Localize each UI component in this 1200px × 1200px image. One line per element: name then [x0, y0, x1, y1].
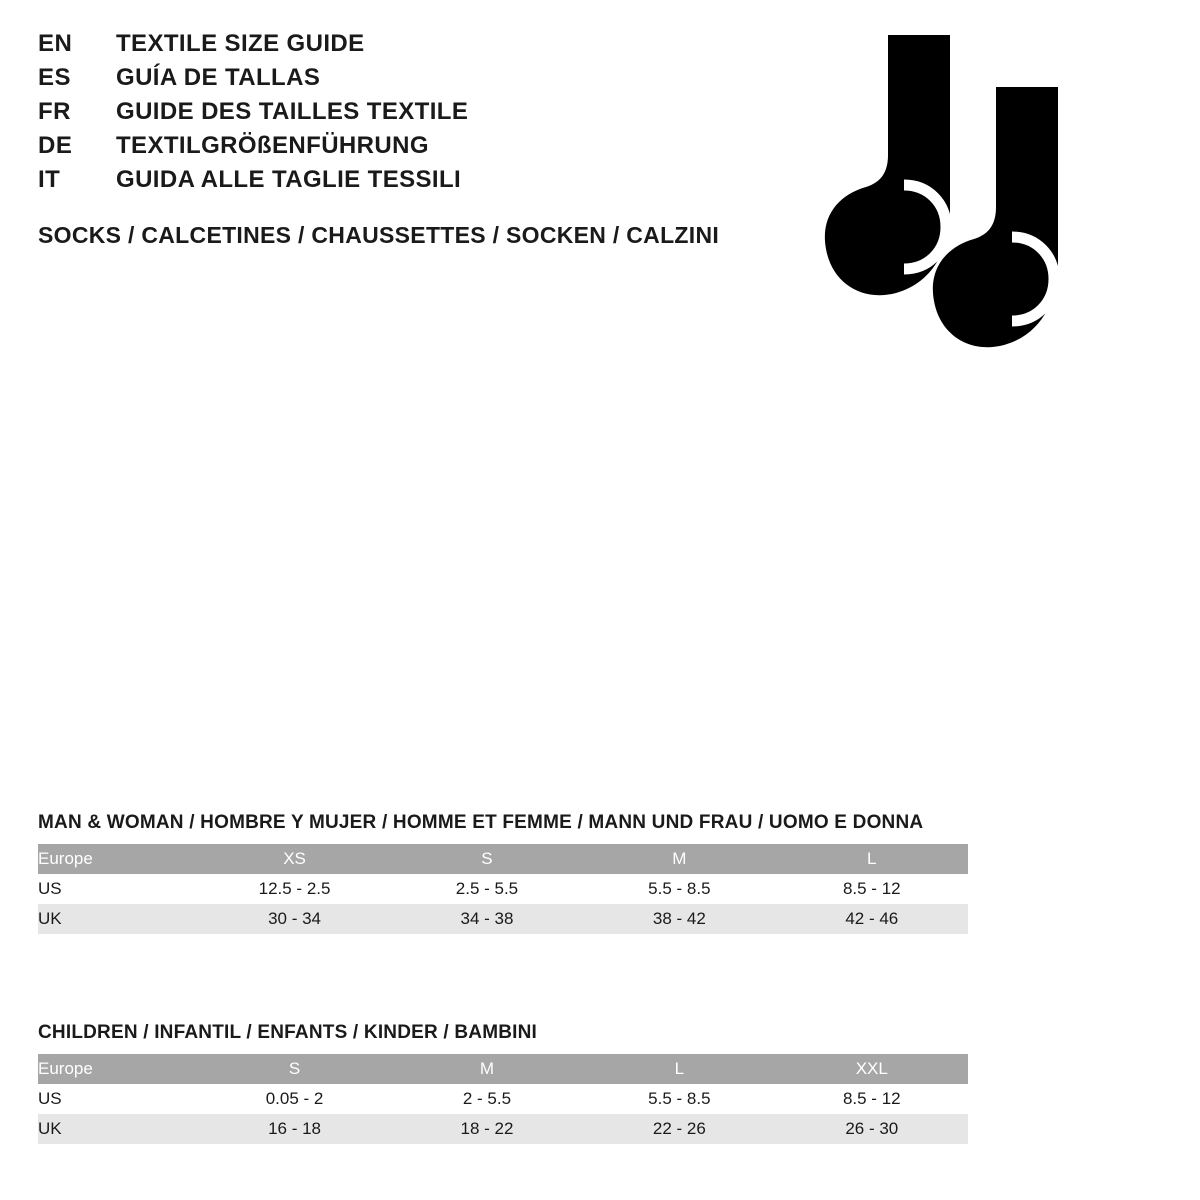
language-label: GUIDA ALLE TAGLIE TESSILI [116, 166, 462, 193]
cell-value: S [391, 844, 583, 874]
language-code: FR [38, 98, 71, 125]
cell-value: 8.5 - 12 [776, 874, 968, 904]
size-table-children [38, 1054, 968, 1144]
language-code: ES [38, 64, 72, 91]
row-label: Europe [38, 1054, 198, 1084]
cell-value: 8.5 - 12 [776, 1084, 968, 1114]
size-section-children [38, 1022, 968, 1144]
cell-value: 12.5 - 2.5 [198, 874, 390, 904]
cell-value: 2.5 - 5.5 [391, 874, 583, 904]
language-code: IT [38, 166, 61, 193]
language-code: EN [38, 30, 73, 57]
cell-value: 42 - 46 [776, 904, 968, 934]
language-row [38, 166, 758, 200]
cell-value: S [198, 1054, 390, 1084]
language-row [38, 132, 758, 166]
cell-value: 5.5 - 8.5 [583, 1084, 775, 1114]
language-row [38, 30, 758, 64]
cell-value: XS [198, 844, 390, 874]
cell-value: 26 - 30 [776, 1114, 968, 1144]
product-category-line: SOCKS / CALCETINES / CHAUSSETTES / SOCKEN / CALZINI [38, 222, 720, 248]
cell-value: M [583, 844, 775, 874]
section-title: CHILDREN / INFANTIL / ENFANTS / KINDER / BAMBINI [38, 1022, 538, 1043]
language-row [38, 98, 758, 132]
language-label: TEXTILE SIZE GUIDE [116, 30, 365, 57]
row-label: UK [38, 904, 198, 934]
cell-value: XXL [776, 1054, 968, 1084]
section-title: MAN & WOMAN / HOMBRE Y MUJER / HOMME ET FEMME / MANN UND FRAU / UOMO E DONNA [38, 812, 924, 833]
row-label: UK [38, 1114, 198, 1144]
size-table-adult [38, 844, 968, 934]
language-label: TEXTILGRÖßENFÜHRUNG [116, 132, 429, 159]
row-label: Europe [38, 844, 198, 874]
cell-value: M [391, 1054, 583, 1084]
language-code: DE [38, 132, 73, 159]
cell-value: 16 - 18 [198, 1114, 390, 1144]
table-row [38, 1084, 968, 1114]
table-row [38, 874, 968, 904]
table-row [38, 1114, 968, 1144]
language-list [38, 30, 758, 200]
socks-icon [800, 25, 1130, 355]
language-label: GUÍA DE TALLAS [116, 64, 321, 91]
cell-value: 18 - 22 [391, 1114, 583, 1144]
cell-value: L [776, 844, 968, 874]
cell-value: 30 - 34 [198, 904, 390, 934]
table-row [38, 844, 968, 874]
cell-value: 22 - 26 [583, 1114, 775, 1144]
cell-value: 38 - 42 [583, 904, 775, 934]
table-row [38, 904, 968, 934]
language-label: GUIDE DES TAILLES TEXTILE [116, 98, 469, 125]
cell-value: L [583, 1054, 775, 1084]
table-row [38, 1054, 968, 1084]
cell-value: 5.5 - 8.5 [583, 874, 775, 904]
language-row [38, 64, 758, 98]
cell-value: 34 - 38 [391, 904, 583, 934]
cell-value: 2 - 5.5 [391, 1084, 583, 1114]
cell-value: 0.05 - 2 [198, 1084, 390, 1114]
row-label: US [38, 874, 198, 904]
row-label: US [38, 1084, 198, 1114]
size-section-adult [38, 812, 968, 934]
